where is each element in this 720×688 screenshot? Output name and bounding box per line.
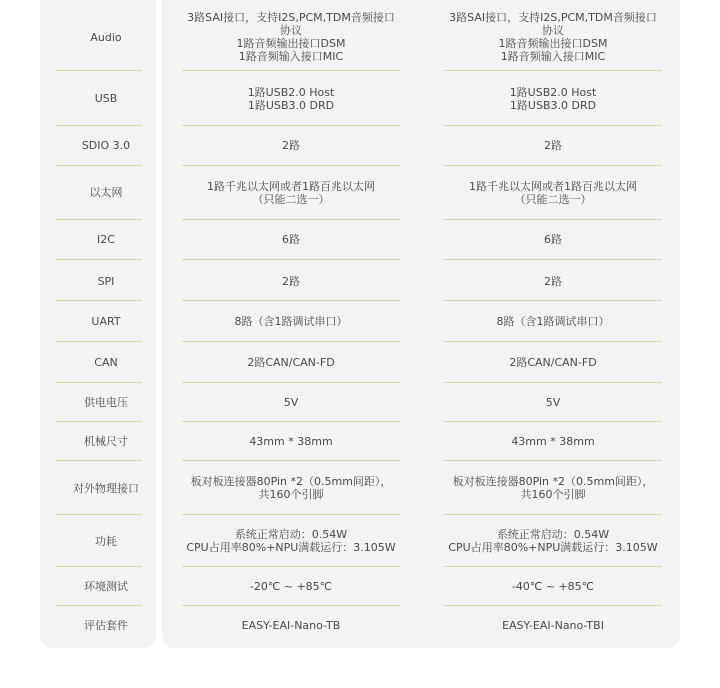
spec-value-product-a: 2路	[282, 139, 300, 152]
spec-value-product-a: 2路	[282, 274, 300, 288]
spec-label: CAN	[94, 355, 118, 369]
spec-label: 机械尺寸	[84, 434, 128, 448]
spec-value-product-a: 系统正常启动：0.54W CPU占用率80%+NPU满载运行：3.105W	[186, 528, 396, 554]
spec-value-product-a: 3路SAI接口，支持I2S,PCM,TDM音频接口协议 1路音频输出接口DSM 1路音频输入接口MIC	[187, 11, 395, 63]
spec-value-product-b: 5V	[545, 395, 561, 409]
spec-value-product-b: 3路SAI接口，支持I2S,PCM,TDM音频接口协议 1路音频输出接口DSM 1路音频输入接口MIC	[449, 11, 657, 63]
spec-value-product-b: 2路	[544, 274, 562, 288]
spec-label: UART	[91, 315, 121, 328]
spec-label: SDIO 3.0	[81, 139, 131, 152]
spec-label: 对外物理接口	[73, 481, 139, 495]
row-divider	[56, 514, 142, 515]
row-divider	[182, 300, 400, 301]
spec-value-product-b: 板对板连接器80Pin *2（0.5mm间距）， 共160个引脚	[452, 475, 654, 501]
row-divider	[444, 514, 662, 515]
spec-value-product-a: 6路	[282, 233, 300, 246]
spec-value-product-b: 43mm * 38mm	[511, 434, 595, 448]
spec-value-product-a: -20℃ ~ +85℃	[249, 579, 333, 593]
row-divider	[444, 460, 662, 461]
spec-value-product-b: 2路	[544, 139, 562, 152]
spec-value-product-b: 6路	[544, 233, 562, 246]
spec-label: 环境测试	[84, 579, 128, 593]
row-divider	[56, 70, 142, 71]
spec-value-product-b: 1路USB2.0 Host 1路USB3.0 DRD	[509, 85, 597, 112]
row-divider	[182, 460, 400, 461]
spec-value-product-a: 2路CAN/CAN-FD	[247, 355, 335, 369]
row-divider	[444, 300, 662, 301]
spec-label: 以太网	[89, 186, 123, 199]
row-divider	[182, 259, 400, 260]
spec-value-product-b: 2路CAN/CAN-FD	[509, 355, 597, 369]
spec-value-product-b: -40℃ ~ +85℃	[511, 579, 595, 593]
spec-value-product-a: 1路千兆以太网或者1路百兆以太网 （只能二选一）	[207, 179, 375, 206]
spec-value-product-b: 8路（含1路调试串口）	[496, 315, 610, 328]
spec-value-product-a: EASY-EAI-Nano-TB	[241, 618, 341, 632]
row-divider	[182, 514, 400, 515]
spec-label: USB	[94, 92, 118, 105]
spec-label: 功耗	[95, 534, 117, 548]
spec-label: 供电电压	[84, 395, 128, 409]
spec-value-product-a: 5V	[283, 395, 299, 409]
row-divider	[56, 300, 142, 301]
spec-label: I2C	[97, 233, 115, 246]
row-divider	[444, 70, 662, 71]
spec-value-product-b: EASY-EAI-Nano-TBI	[502, 618, 604, 632]
spec-label: 评估套件	[84, 618, 128, 632]
spec-label: Audio	[90, 30, 122, 44]
spec-value-product-a: 8路（含1路调试串口）	[234, 315, 348, 328]
row-divider	[444, 259, 662, 260]
spec-label: SPI	[97, 274, 115, 288]
row-divider	[56, 259, 142, 260]
spec-value-product-b: 系统正常启动：0.54W CPU占用率80%+NPU满载运行：3.105W	[448, 528, 658, 554]
spec-value-product-a: 1路USB2.0 Host 1路USB3.0 DRD	[247, 85, 335, 112]
row-divider	[182, 70, 400, 71]
spec-value-product-a: 43mm * 38mm	[249, 434, 333, 448]
spec-value-product-a: 板对板连接器80Pin *2（0.5mm间距）， 共160个引脚	[190, 475, 392, 501]
spec-value-product-b: 1路千兆以太网或者1路百兆以太网 （只能二选一）	[469, 179, 637, 206]
row-divider	[56, 460, 142, 461]
